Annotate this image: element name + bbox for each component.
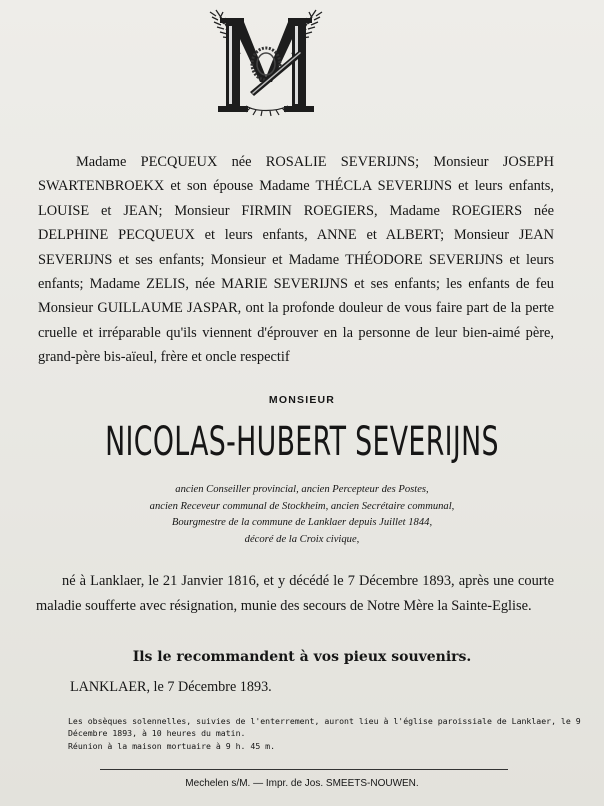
title-line: ancien Conseiller provincial, ancien Percepteur des Postes, (175, 484, 429, 495)
deceased-name: NICOLAS-HUBERT SEVERIJNS (105, 419, 499, 465)
honorific: MONSIEUR (268, 394, 336, 406)
death-notice: né à Lanklaer, le 21 Janvier 1816, et y décédé le 7 Décembre 1893, après une courte maladie soufferte avec résignation, munie des secours de Notre Mère la Sainte-Eglise. (36, 573, 554, 614)
funeral-line: Réunion à la maison mortuaire à 9 h. 45 m. (68, 740, 276, 751)
recommendation: Ils le recommandent à vos pieux souvenirs. (132, 649, 472, 665)
funeral-details (68, 715, 581, 752)
deceased-titles (0, 482, 604, 548)
funeral-line: Décembre 1893, à 10 heures du matin. (68, 728, 246, 739)
title-line: décoré de la Croix civique, (244, 533, 360, 545)
divider (100, 769, 508, 770)
place-and-date: LANKLAER, le 7 Décembre 1893. (70, 679, 272, 695)
title-line: Bourgmestre de la commune de Lanklaer depuis Juillet 1844, (171, 517, 433, 528)
printer-imprint: Mechelen s/M. — Impr. de Jos. SMEETS-NOUWEN. (185, 778, 419, 789)
funeral-line: Les obsèques solennelles, suivies de l'enterrement, auront lieu à l'église paroissiale de Lanklaer, le 9 (68, 716, 581, 726)
family-announcement: Madame PECQUEUX née ROSALIE SEVERIJNS; Monsieur JOSEPH SWARTENBROEKX et son épouse Madame THÉCLA SEVERIJNS et leurs enfants, LOUISE et JEAN; Monsieur FIRMIN ROEGIERS, Madame ROEGIERS née DELPHINE PECQUEUX et leurs enfants, ANNE et ALBERT; Monsieur JEAN SEVERIJNS et ses enfants; Monsieur et Madame THÉODORE SEVERIJNS et leurs enfants; Madame ZELIS, née MARIE SEVERIJNS et ses enfants; les enfants de feu Monsieur GUILLAUME JASPAR, ont la profonde douleur de vous faire part de la perte cruelle et irréparable qu'ils viennent d'éprouver en la personne de leur bien-aimé père, grand-père bis-aïeul, frère et oncle respectif (38, 154, 554, 366)
monogram-emblem-icon (196, 4, 336, 126)
title-line: ancien Receveur communal de Stockheim, ancien Secrétaire communal, (149, 500, 455, 512)
